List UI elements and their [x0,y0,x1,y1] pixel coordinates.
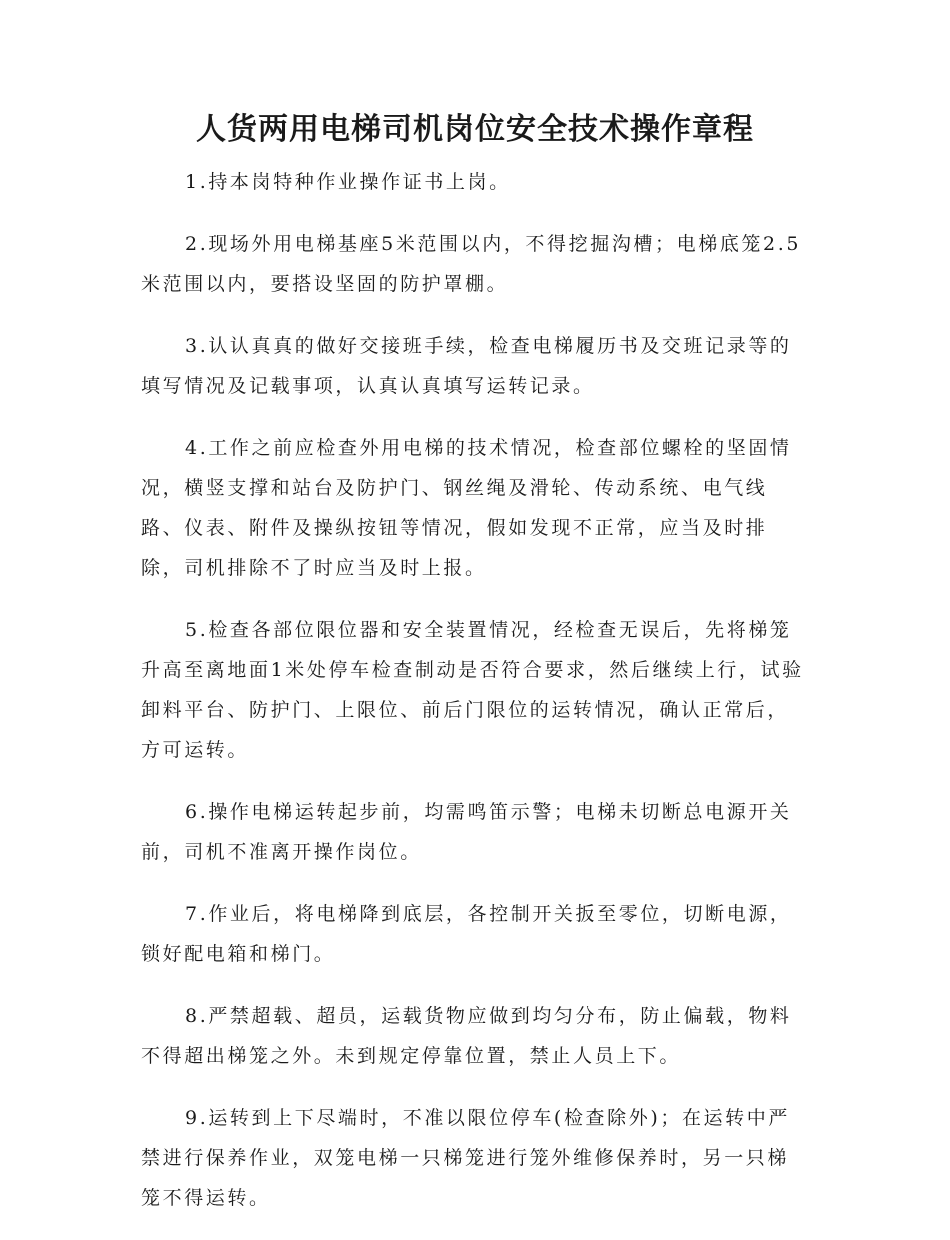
paragraph-8: 8.严禁超载、超员，运载货物应做到均匀分布，防止偏载，物料不得超出梯笼之外。未到规定停靠位置，禁止人员上下。 [141,1005,792,1067]
paragraph-4: 4.工作之前应检查外用电梯的技术情况，检查部位螺栓的坚固情况，横竖支撑和站台及防护门、钢丝绳及滑轮、传动系统、电气线路、仪表、附件及操纵按钮等情况，假如发现不正常，应当及时排除，司机排除不了时应当及时上报。 [141,437,792,579]
paragraph-1: 1.持本岗特种作业操作证书上岗。 [185,171,511,193]
paragraph-9: 9.运转到上下尽端时，不准以限位停车(检查除外)；在运转中严禁进行保养作业，双笼电梯一只梯笼进行笼外维修保养时，另一只梯笼不得运转。 [141,1107,790,1209]
document-title: 人货两用电梯司机岗位安全技术操作章程 [196,112,754,147]
paragraph-3: 3.认认真真的做好交接班手续，检查电梯履历书及交班记录等的填写情况及记载事项，认真认真填写运转记录。 [141,335,792,397]
paragraph-6: 6.操作电梯运转起步前，均需鸣笛示警；电梯未切断总电源开关前，司机不准离开操作岗位。 [141,801,792,863]
paragraph-5: 5.检查各部位限位器和安全装置情况，经检查无误后，先将梯笼升高至离地面1米处停车检查制动是否符合要求，然后继续上行，试验卸料平台、防护门、上限位、前后门限位的运转情况，确认正常后，方可运转。 [141,619,804,761]
paragraph-7: 7.作业后，将电梯降到底层，各控制开关扳至零位，切断电源，锁好配电箱和梯门。 [141,903,792,965]
document-body [141,162,809,1240]
paragraph-2: 2.现场外用电梯基座5米范围以内，不得挖掘沟槽；电梯底笼2.5米范围以内，要搭设坚固的防护罩棚。 [141,233,802,295]
